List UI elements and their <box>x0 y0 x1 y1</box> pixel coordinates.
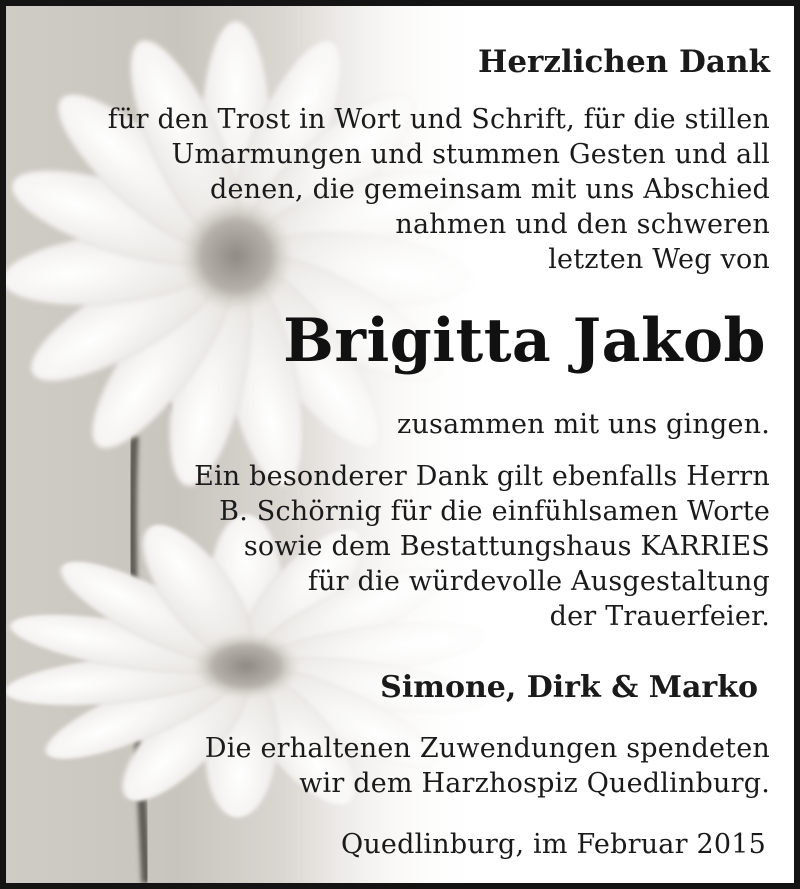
deceased-name: Brigitta Jakob <box>283 306 766 376</box>
donation-line: wir dem Harzhospiz Quedlinburg. <box>299 768 770 799</box>
signatories: Simone, Dirk & Marko <box>380 670 758 705</box>
donation-line: Die erhaltenen Zuwendungen spendeten <box>204 733 770 764</box>
heading: Herzlichen Dank <box>478 44 770 80</box>
after-name-line: zusammen mit uns gingen. <box>397 409 770 440</box>
intro-line: letzten Weg von <box>548 244 770 275</box>
intro-line: denen, die gemeinsam mit uns Abschied <box>209 174 770 205</box>
thanks-line: Ein besonderer Dank gilt ebenfalls Herrn <box>194 461 770 492</box>
thanks-line: sowie dem Bestattungshaus KARRIES <box>243 531 770 562</box>
thanks-line: für die würdevolle Ausgestaltung <box>307 566 770 597</box>
intro-line: für den Trost in Wort und Schrift, für die stillen <box>107 104 770 135</box>
intro-line: Umarmungen und stummen Gesten und all <box>171 139 770 170</box>
intro-line: nahmen und den schweren <box>395 209 770 240</box>
place-date: Quedlinburg, im Februar 2015 <box>340 829 766 860</box>
thanks-line: B. Schörnig für die einfühlsamen Worte <box>219 496 770 527</box>
notice-text <box>6 6 794 883</box>
thanks-line: der Trauerfeier. <box>549 601 770 632</box>
